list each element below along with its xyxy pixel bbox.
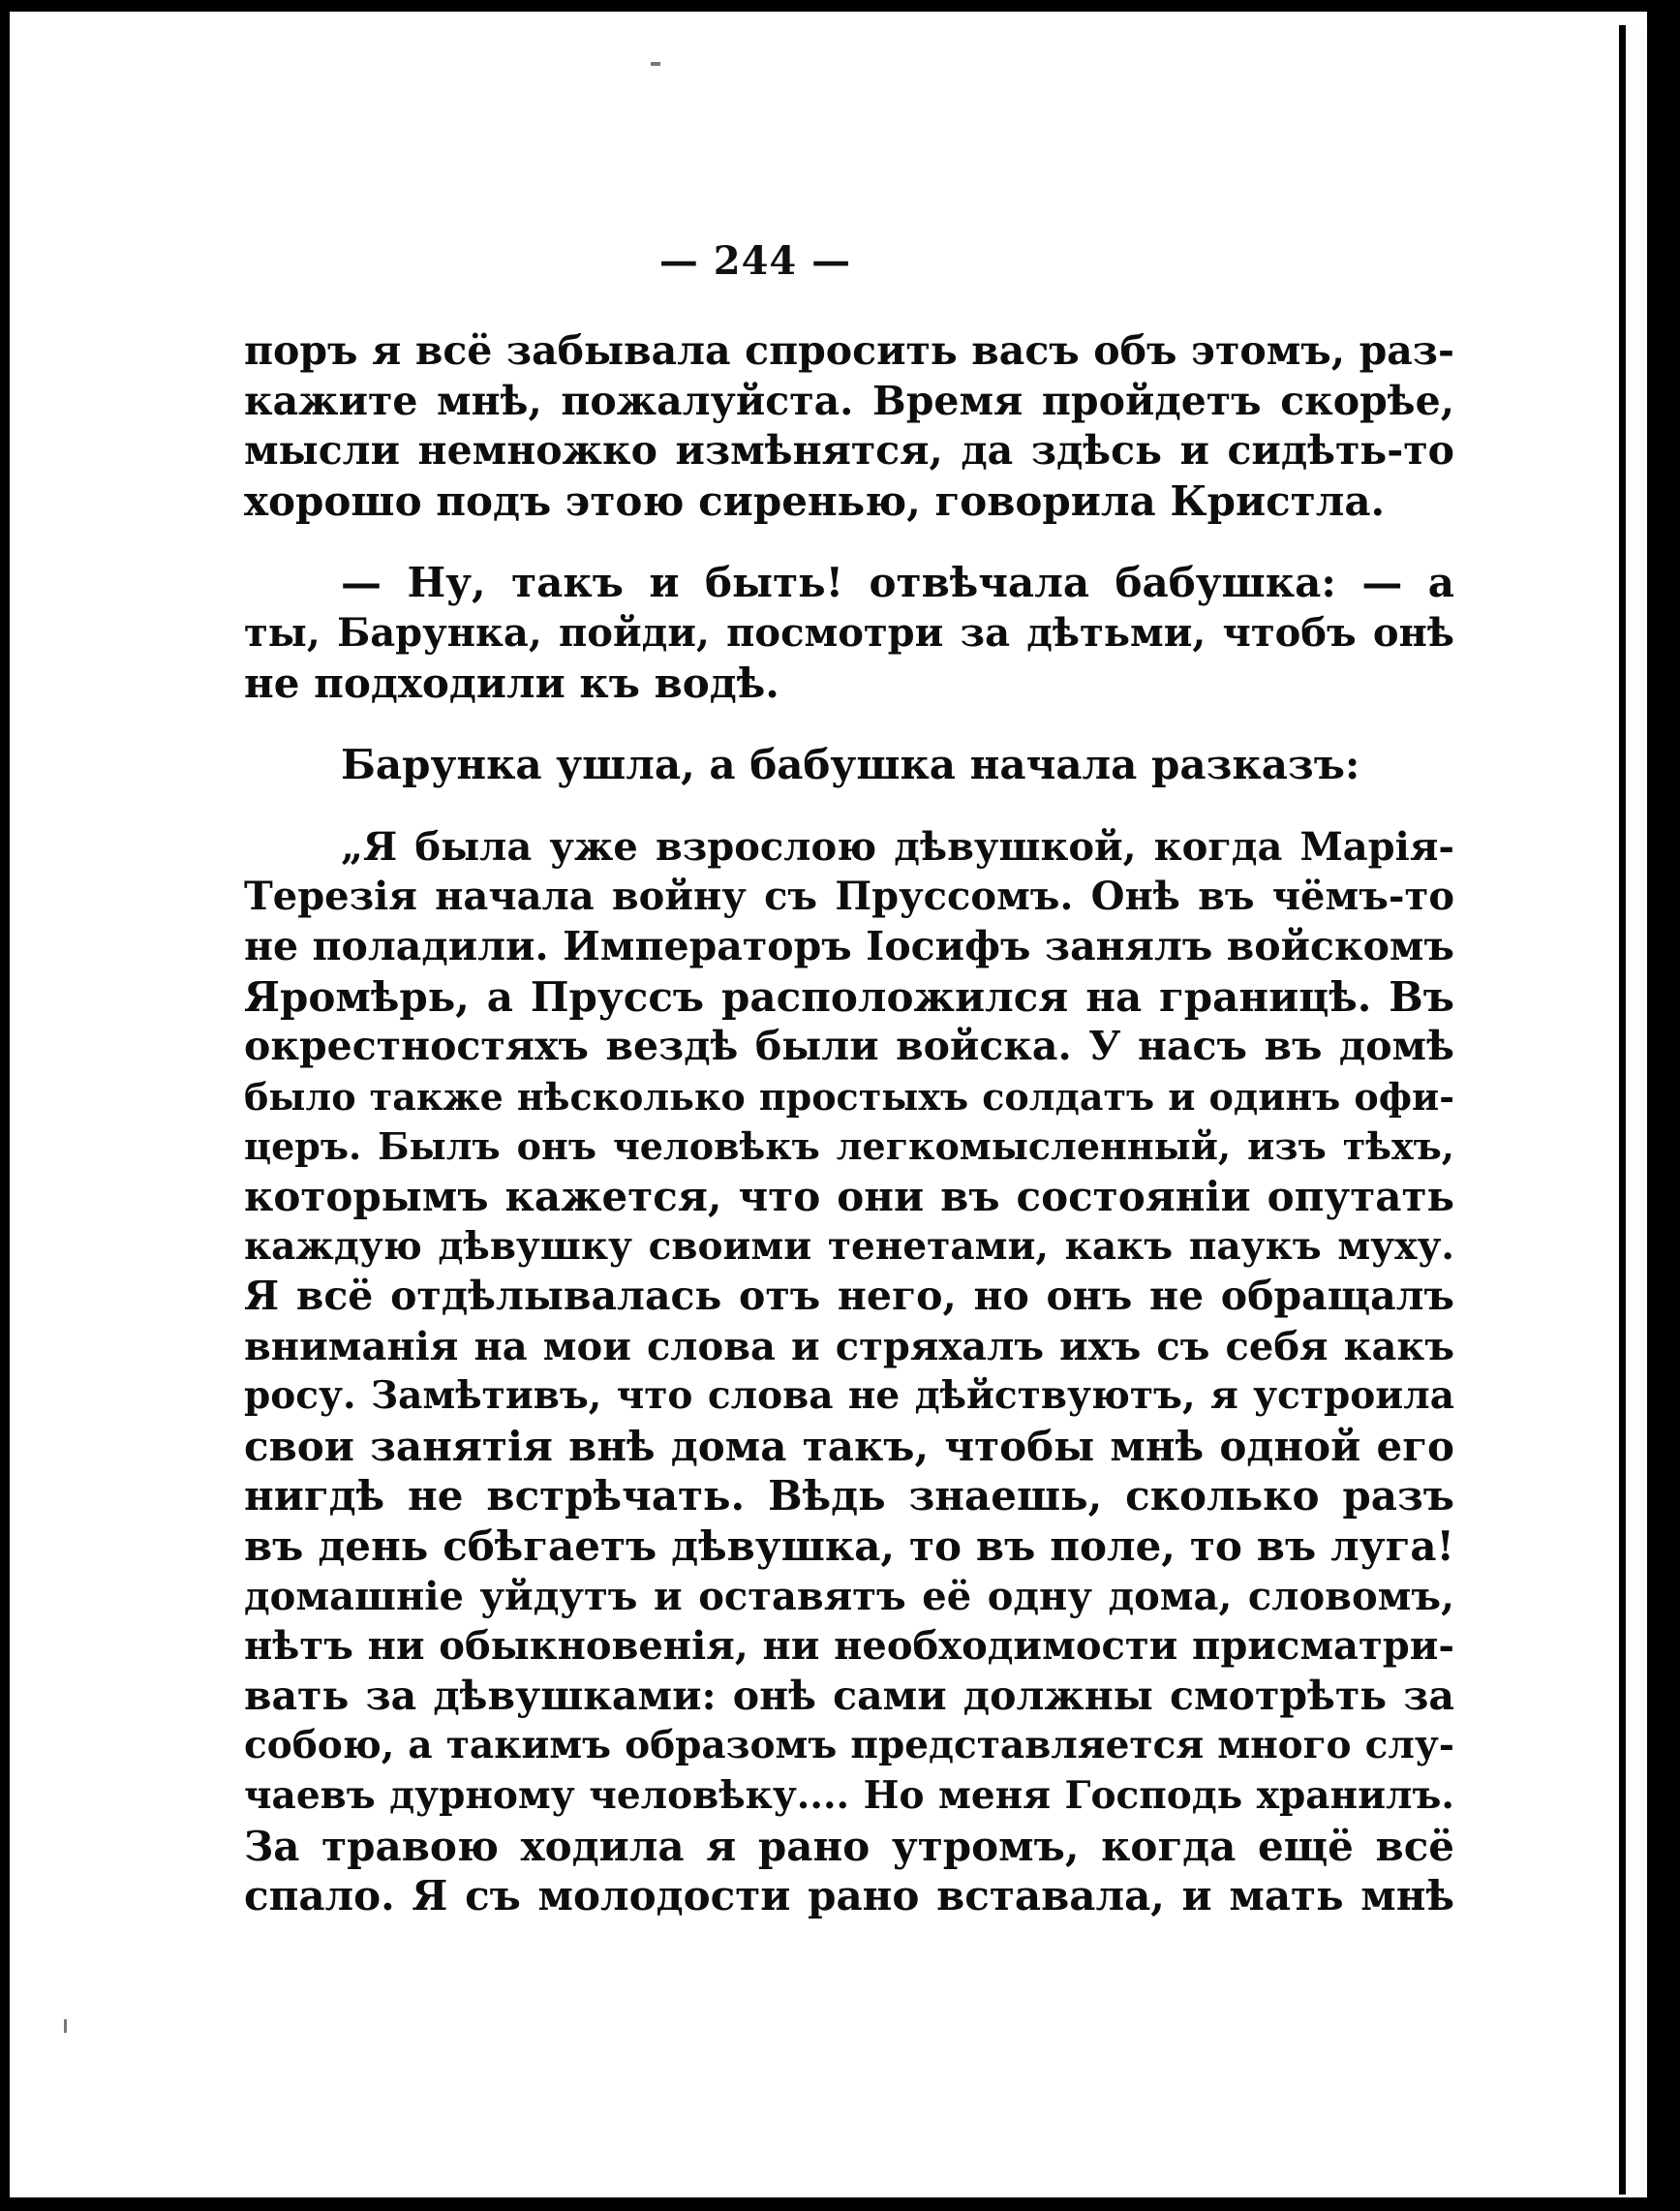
scan-border-right [1647, 0, 1680, 2211]
text-line: нѣтъ ни обыкновенія, ни необходимости присматри- [244, 1623, 1454, 1670]
paragraph-4 [244, 822, 1454, 1921]
paragraph-1 [244, 326, 1454, 526]
text-line: Я всё отдѣлывалась отъ него, но онъ не обращалъ [244, 1273, 1454, 1320]
scan-speck [64, 2019, 67, 2033]
page-edge-line [1619, 25, 1626, 2195]
text-line: мысли немножко измѣнятся, да здѣсь и сидѣть-то [244, 427, 1454, 475]
text-line: не поладили. Императоръ Іосифъ занялъ войскомъ [244, 922, 1454, 969]
text-line: въ день сбѣгаетъ дѣвушка, то въ поле, то въ луга! [244, 1522, 1454, 1571]
page-edge-gap [1626, 25, 1647, 2195]
page-number: — 244 — [658, 238, 852, 284]
text-line: кажите мнѣ, пожалуйста. Время пройдетъ скорѣе, [244, 377, 1454, 424]
text-line: домашніе уйдутъ и оставятъ её одну дома, словомъ, [244, 1573, 1454, 1619]
text-line: „Я была уже взрослою дѣвушкой, когда Марія- [341, 823, 1454, 870]
paragraph-2 [244, 558, 1454, 708]
text-line: вать за дѣвушками: онѣ сами должны смотрѣть за [244, 1672, 1454, 1719]
text-line: не подходили къ водѣ. [244, 659, 779, 707]
text-line: Яромѣрь, а Пруссъ расположился на границѣ. Въ [244, 972, 1454, 1021]
text-line: поръ я всё забывала спросить васъ объ этомъ, раз- [244, 327, 1454, 374]
text-line: нигдѣ не встрѣчать. Вѣдь знаешь, сколько разъ [244, 1472, 1454, 1520]
text-line: росу. Замѣтивъ, что слова не дѣйствуютъ, я устроила [244, 1373, 1454, 1419]
text-line: Барунка ушла, а бабушка начала разказъ: [341, 741, 1360, 789]
text-line: хорошо подъ этою сиренью, говорила Кристла. [244, 476, 1386, 525]
text-line: Терезія начала войну съ Пруссомъ. Онѣ въ чёмъ-то [244, 874, 1454, 920]
paragraph-3 [244, 740, 1454, 790]
text-line: свои занятія внѣ дома такъ, чтобы мнѣ одной его [244, 1422, 1454, 1470]
text-line: собою, а такимъ образомъ представляется много слу- [244, 1723, 1454, 1768]
text-line: было также нѣсколько простыхъ солдатъ и одинъ офи- [244, 1074, 1454, 1119]
page-body [244, 326, 1454, 1921]
text-line: церъ. Былъ онъ человѣкъ легкомысленный, изъ тѣхъ, [244, 1124, 1454, 1169]
text-line: За травою ходила я рано утромъ, когда ещё всё [244, 1822, 1454, 1870]
text-line: каждую дѣвушку своими тенетами, какъ паукъ муху. [244, 1223, 1454, 1269]
text-line: вниманія на мои слова и стряхалъ ихъ съ себя какъ [244, 1323, 1454, 1369]
text-line: которымъ кажется, что они въ состояніи опутать [244, 1172, 1454, 1220]
scan-speck [651, 62, 660, 66]
text-line: спало. Я съ молодости рано вставала, и мать мнѣ [244, 1872, 1454, 1920]
text-line: — Ну, такъ и быть! отвѣчала бабушка: — а [341, 559, 1454, 607]
text-line: ты, Барунка, пойди, посмотри за дѣтьми, чтобъ онѣ [244, 609, 1454, 656]
text-line: окрестностяхъ вездѣ были войска. У насъ въ домѣ [244, 1023, 1454, 1070]
text-line: чаевъ дурному человѣку.... Но меня Господь хранилъ. [244, 1773, 1454, 1819]
